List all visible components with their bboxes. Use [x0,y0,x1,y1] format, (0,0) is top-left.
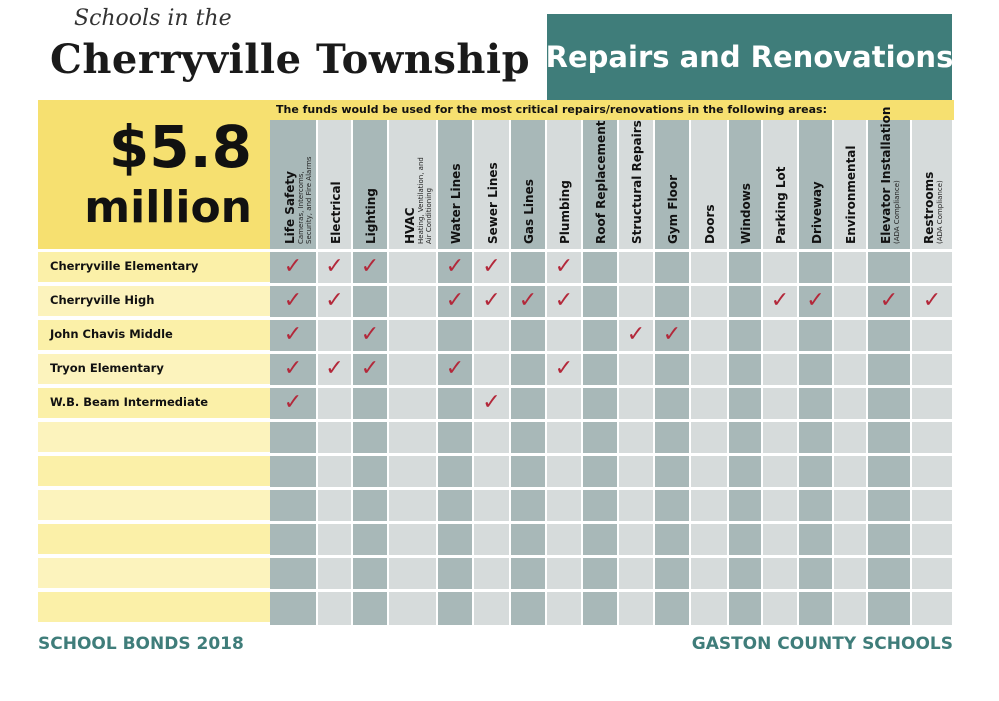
column-header [547,120,581,250]
column-header [729,120,761,250]
column-header-label: Gas Lines [522,179,536,244]
school-name: John Chavis Middle [50,327,173,341]
table-row-label [38,387,270,418]
table-row-label [38,421,270,452]
column-header-label: Water Lines [449,163,463,244]
row-divider [38,589,954,592]
column-header-label: Restrooms [922,171,936,244]
column-header-label: Doors [703,204,717,244]
row-divider [38,419,954,422]
row-divider [38,317,954,320]
checkmark-icon: ✓ [554,254,574,279]
banner-title: Repairs and Renovations [545,40,954,74]
table-row-label [38,591,270,622]
column-header-label: Plumbing [558,180,572,244]
column-header [799,120,832,250]
row-divider [38,249,954,252]
checkmark-icon: ✓ [360,254,380,279]
table-row-label [38,285,270,316]
column-header [270,120,316,250]
column-header [912,120,952,250]
checkmark-icon: ✓ [518,288,538,313]
column-header-label: Roof Replacement [594,120,608,244]
checkmark-icon: ✓ [283,390,303,415]
school-name: Cherryville High [50,293,155,307]
funding-amount-panel [38,100,270,250]
checkmark-icon: ✓ [482,254,501,279]
checkmark-icon: ✓ [482,390,501,415]
footer-right: GASTON COUNTY SCHOOLS [691,634,953,654]
column-header-label: HVAC [402,207,417,244]
checkmark-icon: ✓ [360,356,380,381]
school-name: Cherryville Elementary [50,259,199,273]
table-row-label [38,251,270,282]
checkmark-icon: ✓ [283,356,303,381]
table-row-label [38,523,270,554]
row-divider [38,453,954,456]
row-divider [38,385,954,388]
checkmark-icon: ✓ [445,254,465,279]
table-row-label [38,455,270,486]
column-header-label: Structural Repairs [630,120,644,244]
column-body [691,250,727,625]
table-row-label [38,489,270,520]
checkmark-icon: ✓ [879,288,899,313]
column-body [389,250,436,625]
header-subtitle: Schools in the [74,6,232,31]
column-body [834,250,866,625]
checkmark-icon: ✓ [626,322,646,347]
column-body [655,250,689,625]
checkmark-icon: ✓ [325,356,344,381]
row-divider [38,351,954,354]
row-divider [38,555,954,558]
column-header [763,120,797,250]
table-row-label [38,557,270,588]
column-header-sublabel: (ADA Compliance) [936,180,944,244]
table-row-label [38,353,270,384]
school-name: Tryon Elementary [50,361,164,375]
lead-strip [270,100,954,120]
school-name: W.B. Beam Intermediate [50,395,209,409]
column-header [511,120,545,250]
column-header-sublabel: Heating, Ventilation, and [416,157,425,244]
column-header [655,120,689,250]
lead-text: The funds would be used for the most critical repairs/renovations in the following areas: [276,103,827,116]
column-header [389,120,436,250]
table-row-label [38,319,270,350]
checkmark-icon: ✓ [554,288,574,313]
footer-left: SCHOOL BONDS 2018 [38,634,244,654]
column-header-sublabel: Security, and Fire Alarms [305,156,313,244]
title-banner [547,14,952,100]
column-header-label: Windows [739,183,753,244]
column-header [438,120,472,250]
funding-amount-value: $5.8 [108,113,252,181]
checkmark-icon: ✓ [283,322,303,347]
row-divider [38,487,954,490]
checkmark-icon: ✓ [325,254,344,279]
column-header-label: Elevator Installation [879,106,893,244]
column-header-label: Sewer Lines [485,162,500,244]
column-body [353,250,387,625]
page-title: Cherryville Township [50,36,531,83]
funding-amount-unit: million [84,182,252,233]
column-header-label: Lighting [364,188,378,244]
checkmark-icon: ✓ [482,288,501,313]
checkmark-icon: ✓ [360,322,380,347]
checkmark-icon: ✓ [922,288,942,313]
column-header [474,120,509,250]
column-header [619,120,653,250]
column-header [318,120,351,250]
checkmark-icon: ✓ [283,254,303,279]
column-header [691,120,727,250]
column-header [353,120,387,250]
checkmark-icon: ✓ [806,288,825,313]
checkmark-icon: ✓ [445,356,465,381]
column-body [729,250,761,625]
checkmark-icon: ✓ [283,288,303,313]
column-header [868,106,910,250]
column-header-label: Parking Lot [774,166,788,244]
checkmark-icon: ✓ [770,288,790,313]
column-header-label: Environmental [844,145,858,244]
column-header [583,120,617,250]
checkmark-icon: ✓ [554,356,574,381]
column-header [834,120,866,250]
column-body [619,250,653,625]
column-header-sublabel: (ADA Compliance) [893,180,901,244]
row-divider [38,283,954,286]
column-header-sublabel: Air Conditioning [424,187,433,244]
column-header-label: Life Safety [283,171,297,244]
checkmark-icon: ✓ [662,322,682,347]
column-header-label: Driveway [809,181,824,244]
checkmark-icon: ✓ [325,288,344,313]
column-header-label: Electrical [328,181,343,244]
column-header-label: Gym Floor [666,174,680,244]
checkmark-icon: ✓ [445,288,465,313]
column-body [583,250,617,625]
row-divider [38,521,954,524]
column-header-sublabel: Cameras, Intercoms, [297,171,305,244]
